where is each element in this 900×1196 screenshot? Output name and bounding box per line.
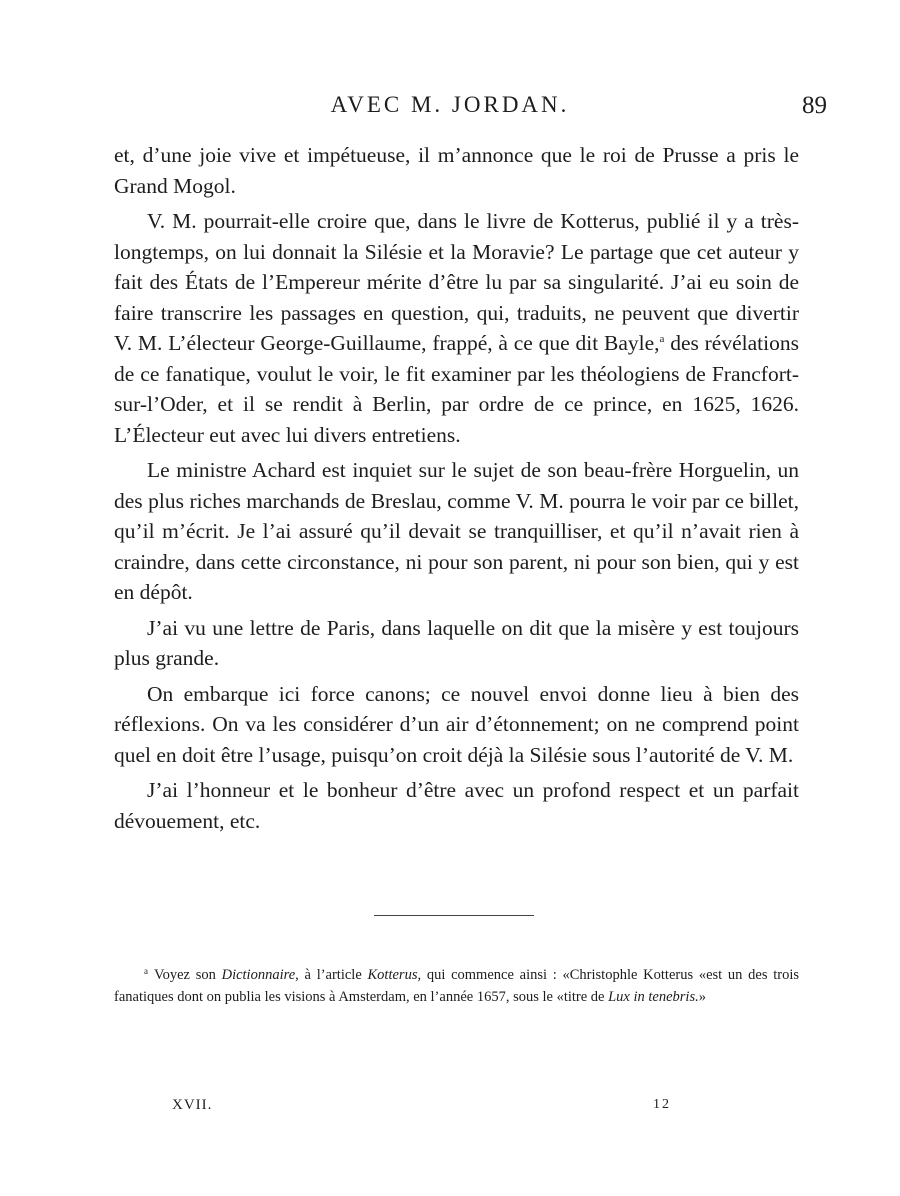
footnote-italic: Kotterus,	[367, 967, 422, 983]
paragraph-text: V. M. pourrait-elle croire que, dans le livre de Kotterus, publié il y a très-longtemps, on lui donnait la Silésie et la Moravie? Le partage que cet auteur y fait des États de l’Empereur mérite d’être lu par sa singularité. J’ai eu soin de faire transcrire les passages en question, qui, traduits, ne peuvent que divertir V. M. L’électeur George-Guillaume, frappé, à ce que dit Bayle,	[114, 209, 799, 355]
footnote-segment: Voyez son	[154, 967, 222, 983]
footnote-segment: qui commence ainsi : «Christophle Kotterus «est un des trois fanatiques dont on publia les visions à Amsterdam, en l’année 1657, sous le «titre de	[114, 967, 800, 1005]
footnote-segment: »	[698, 989, 706, 1005]
footnote-italic: Lux in tenebris.	[608, 989, 699, 1005]
paragraph: Le ministre Achard est inquiet sur le sujet de son beau-frère Horguelin, un des plus riches marchands de Breslau, comme V. M. pourra le voir par ce billet, qu’il m’écrit. Je l’ai assuré qu’il devait se tranquilliser, et qu’il n’avait rien à craindre, dans cette circonstance, ni pour son parent, ni pour son bien, qui y est en dépôt.	[114, 458, 799, 604]
footnote-marker: a	[144, 966, 148, 976]
paragraph: J’ai vu une lettre de Paris, dans laquelle on dit que la misère y est toujours plus grande.	[114, 615, 799, 670]
footnote-divider	[374, 915, 534, 916]
paragraph	[114, 206, 799, 450]
signature-mark: XVII.	[172, 1097, 213, 1113]
paragraph: et, d’une joie vive et impétueuse, il m’annonce que le roi de Prusse a pris le Grand Mogol.	[114, 143, 799, 198]
footnote-italic: Dictionnaire	[221, 967, 296, 983]
running-title: AVEC M. JORDAN.	[330, 92, 570, 117]
footnote-segment: , à l’article	[295, 967, 368, 983]
footnote-reference[interactable]: a	[659, 333, 665, 345]
letter-body	[114, 140, 799, 836]
sheet-number: 12	[653, 1097, 671, 1112]
page-number: 89	[802, 92, 827, 119]
footnote	[114, 964, 799, 1008]
paragraph: On embarque ici force canons; ce nouvel envoi donne lieu à bien des réflexions. On va les considérer d’un air d’étonnement; on ne comprend point quel en doit être l’usage, puisqu’on croit déjà la Silésie sous l’autorité de V. M.	[114, 681, 799, 767]
paragraph-text: des révélations de ce fanatique, voulut le voir, le fit examiner par les théologiens de Francfort-sur-l’Oder, et il se rendit à Berlin, par ordre de ce prince, en 1625, 1626. L’Électeur eut avec lui divers entretiens.	[114, 331, 799, 447]
footnote-text	[114, 964, 799, 1008]
paragraph: J’ai l’honneur et le bonheur d’être avec un profond respect et un parfait dévouement, etc.	[114, 778, 799, 833]
